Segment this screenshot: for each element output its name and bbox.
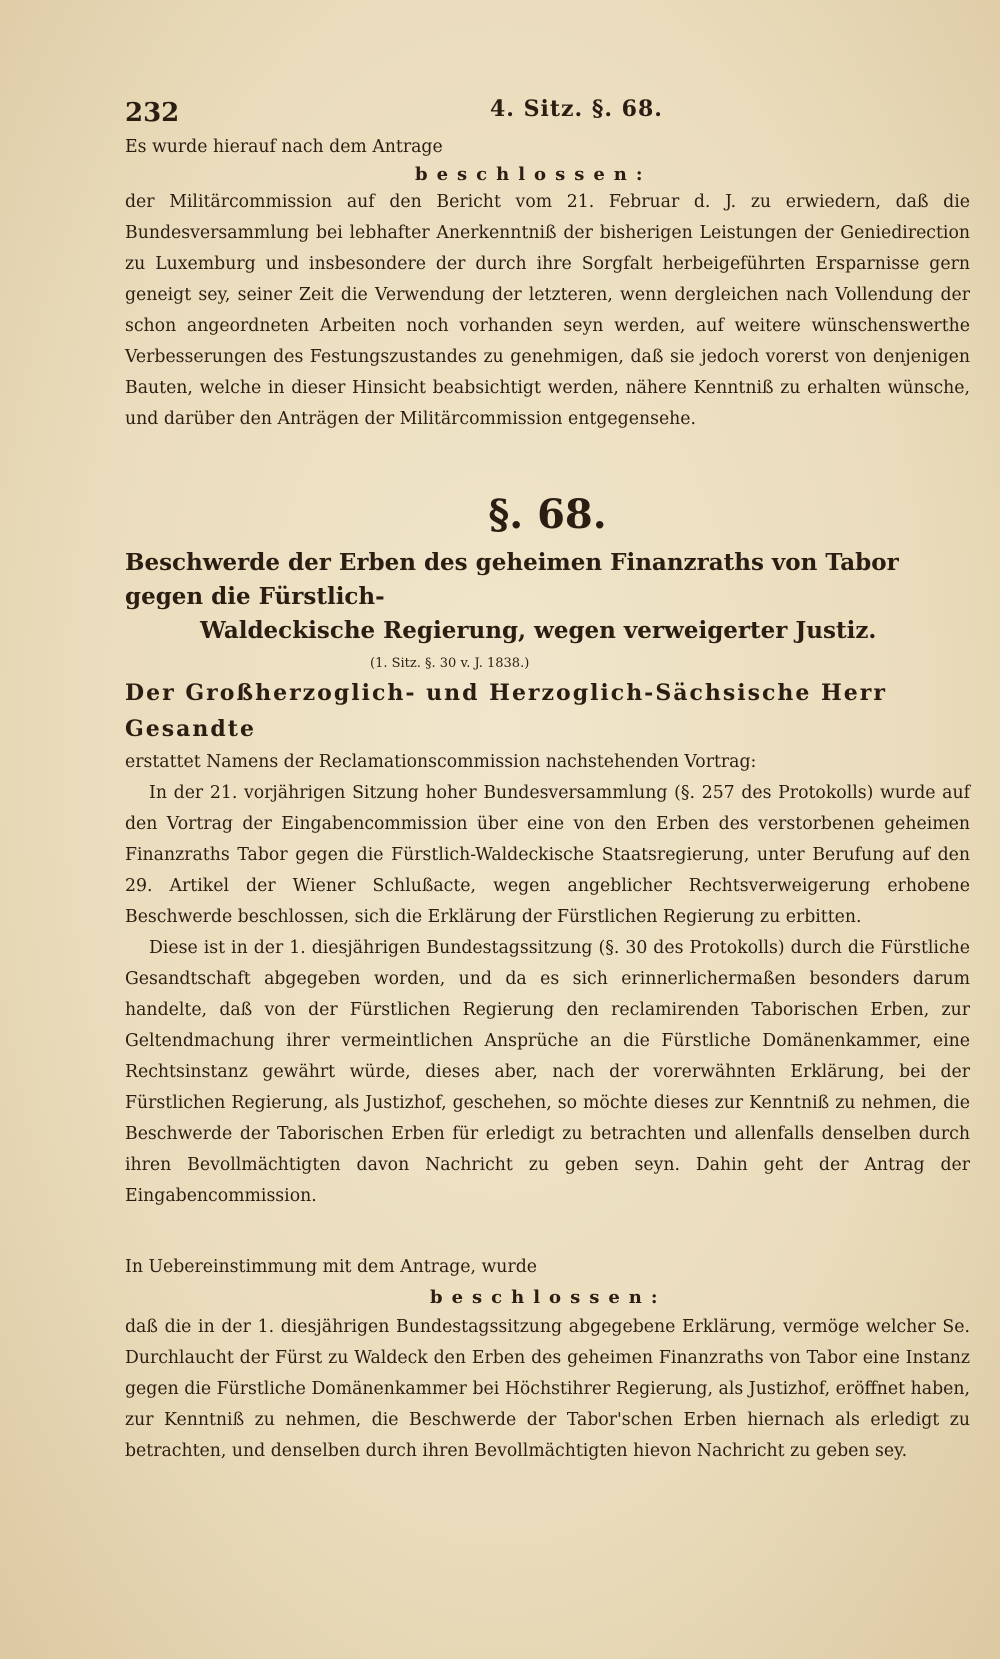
- page-number: 232: [125, 98, 180, 128]
- running-head: 4. Sitz. §. 68.: [490, 96, 663, 122]
- page-header: [125, 90, 970, 130]
- resolution-text-2: daß die in der 1. diesjährigen Bundestagssitzung abgegebene Erklärung, vermöge welcher Se. Durchlaucht der Fürst zu Waldeck den Erben des geheimen Finanzraths von Tabor eine Instanz gegen die Fürstliche Domänenkammer bei Höchstihrer Regierung, als Justizhof, eröffnet haben, zur Kenntniß zu nehmen, die Beschwerde der Tabor'schen Erben hiernach als erledigt zu betrachten, und denselben durch ihren Bevollmächtigten hievon Nachricht zu geben sey.: [125, 1317, 970, 1461]
- paragraph-1: In der 21. vorjährigen Sitzung hoher Bundesversammlung (§. 257 des Protokolls) wurde auf den Vortrag der Eingabencommission über eine von den Erben des verstorbenen geheimen Finanzraths Tabor gegen die Fürstlich-Waldeckische Staatsregierung, unter Berufung auf den 29. Artikel der Wiener Schlußacte, wegen angeblicher Rechtsverweigerung erhobene Beschwerde beschlossen, sich die Erklärung der Fürstlichen Regierung zu erbitten.: [125, 783, 970, 927]
- section-mark: §. 68.: [488, 491, 607, 538]
- envoy-continuation: erstattet Namens der Reclamationscommission nachstehenden Vortrag:: [125, 752, 757, 772]
- intro-line: Es wurde hierauf nach dem Antrage: [125, 137, 443, 157]
- section-title-line1: Beschwerde der Erben des geheimen Finanzraths von Tabor gegen die Fürstlich-: [125, 549, 899, 610]
- resolved-heading-2: beschlossen:: [430, 1287, 667, 1308]
- envoy-heading: Der Großherzoglich- und Herzoglich-Sächsische Herr Gesandte: [125, 680, 887, 742]
- resolved-heading: beschlossen:: [415, 164, 652, 185]
- agreement-line: In Uebereinstimmung mit dem Antrage, wurde: [125, 1257, 537, 1277]
- resolution-text: der Militärcommission auf den Bericht vom 21. Februar d. J. zu erwiedern, daß die Bundesversammlung bei lebhafter Anerkenntniß der bisherigen Leistungen der Geniedirection zu Luxemburg und insbesondere der durch ihre Sorgfalt herbeigeführten Ersparnisse gern geneigt sey, seiner Zeit die Verwendung der letzteren, wenn dergleichen nach Vollendung der schon angeordneten Arbeiten noch vorhanden seyn werden, auf weitere wünschenswerthe Verbesserungen des Festungszustandes zu genehmigen, daß sie jedoch vorerst von denjenigen Bauten, welche in dieser Hinsicht beabsichtigt werden, nähere Kenntniß zu erhalten wünsche, und darüber den Anträgen der Militärcommission entgegensehe.: [125, 192, 970, 429]
- paragraph-2: Diese ist in der 1. diesjährigen Bundestagssitzung (§. 30 des Protokolls) durch die Fürstliche Gesandtschaft abgegeben worden, und da es sich erinnerlichermaßen besonders darum handelte, daß von der Fürstlichen Regierung den reclamirenden Taborischen Erben, zur Geltendmachung ihrer vermeintlichen Ansprüche an die Fürstliche Domänenkammer, eine Rechtsinstanz gewährt würde, dieses aber, nach der vorerwähnten Erklärung, bei der Fürstlichen Regierung, als Justizhof, geschehen, so möchte dieses zur Kenntniß zu nehmen, die Beschwerde der Taborischen Erben für erledigt zu betrachten und allenfalls denselben durch ihren Bevollmächtigten davon Nachricht zu geben seyn. Dahin geht der Antrag der Eingabencommission.: [125, 938, 970, 1206]
- section-title-line2: Waldeckische Regierung, wegen verweigerter Justiz.: [200, 617, 877, 644]
- section-reference: (1. Sitz. §. 30 v. J. 1838.): [370, 656, 530, 671]
